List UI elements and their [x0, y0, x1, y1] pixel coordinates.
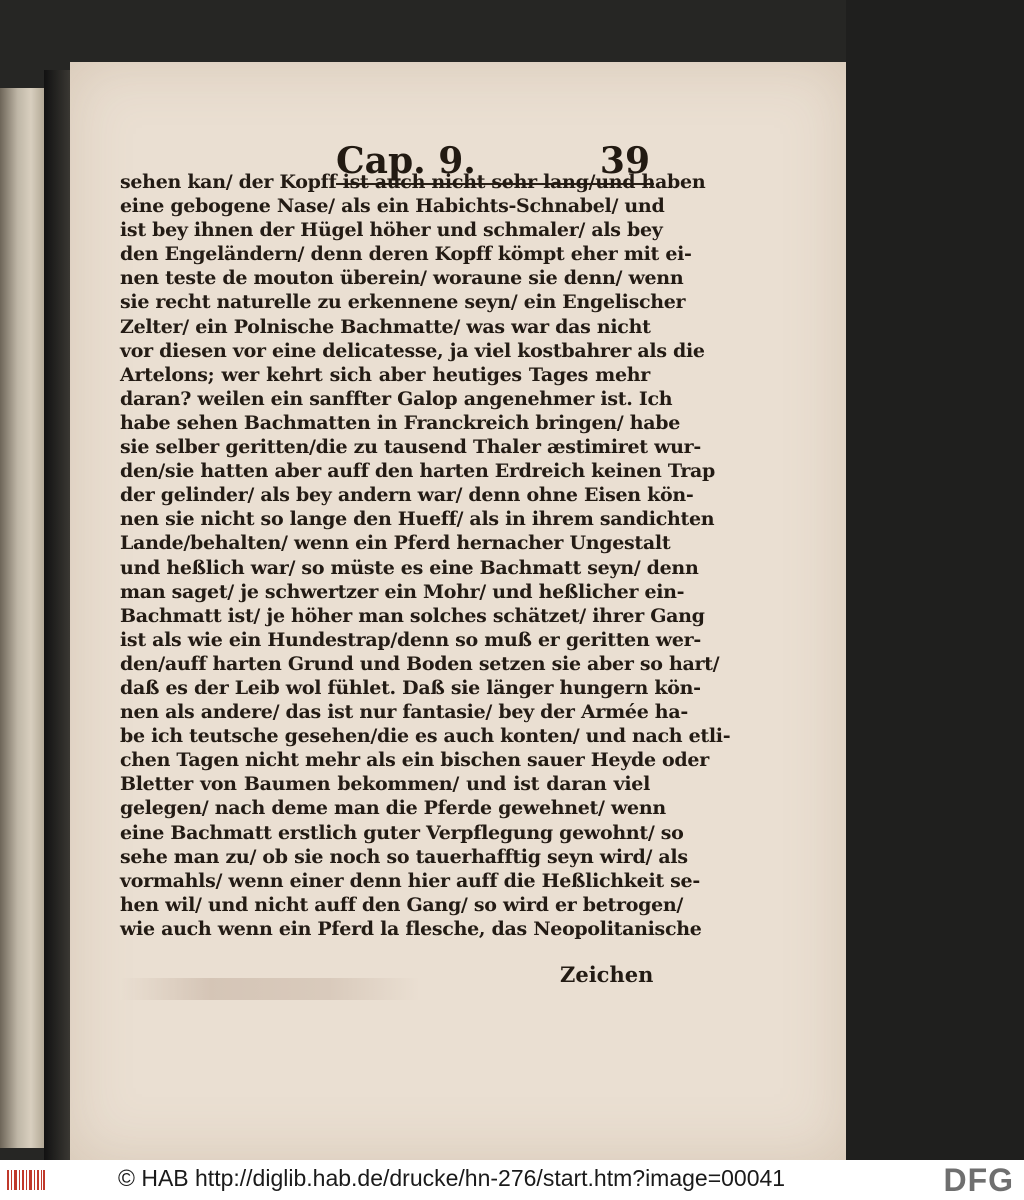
text-line: den/sie hatten aber auff den harten Erdreich keinen Trap — [120, 460, 716, 483]
text-line: be ich teutsche gesehen/die es auch konten/ und nach etli- — [120, 725, 731, 748]
text-line: sie selber geritten/die zu tausend Thaler æstimiret wur- — [120, 436, 701, 459]
text-line: nen sie nicht so lange den Hueff/ als in ihrem sandichten — [120, 508, 715, 531]
text-line: vormahls/ wenn einer denn hier auff die Heßlichkeit se- — [120, 869, 700, 892]
chapter-heading: Cap. 9. — [336, 140, 476, 182]
hab-barcode-logo-icon — [6, 1168, 46, 1192]
text-line: sie recht naturelle zu erkennene seyn/ ein Engelischer — [120, 291, 686, 314]
text-line: gelegen/ nach deme man die Pferde gewehnet/ wenn — [120, 797, 666, 820]
text-line: man saget/ je schwertzer ein Mohr/ und heßlicher ein- — [120, 580, 685, 603]
copyright-url[interactable]: © HAB http://diglib.hab.de/drucke/hn-276/start.htm?image=00041 — [118, 1165, 786, 1191]
text-line: Zelter/ ein Polnische Bachmatte/ was war das nicht — [120, 315, 651, 338]
text-line: eine Bachmatt erstlich guter Verpflegung gewohnt/ so — [120, 821, 684, 844]
text-line: vor diesen vor eine delicatesse, ja viel kostbahrer als die — [120, 339, 705, 362]
text-line: wie auch wenn ein Pferd la flesche, das Neopolitanische — [120, 917, 702, 940]
gutter-shadow — [44, 70, 70, 1160]
text-line: Artelons; wer kehrt sich aber heutiges Tages mehr — [120, 363, 650, 386]
text-line: ist als wie ein Hundestrap/denn so muß er geritten wer- — [120, 628, 701, 651]
ink-bleed-through — [120, 978, 420, 1000]
text-line: den/auff harten Grund und Boden setzen sie aber so hart/ — [120, 652, 720, 675]
text-line: Bachmatt ist/ je höher man solches schätzet/ ihrer Gang — [120, 604, 705, 627]
text-line: sehen kan/ der Kopff ist auch nicht sehr lang/und haben — [120, 171, 706, 193]
text-line: und heßlich war/ so müste es eine Bachmatt seyn/ denn — [120, 556, 699, 579]
text-line: der gelinder/ als bey andern war/ denn ohne Eisen kön- — [120, 484, 694, 507]
text-line: chen Tagen nicht mehr als ein bischen sauer Heyde oder — [120, 749, 709, 772]
text-line: nen teste de mouton überein/ woraune sie denn/ wenn — [120, 267, 684, 290]
catchword: Zeichen — [560, 962, 654, 987]
text-line: Bletter von Baumen bekommen/ und ist daran viel — [120, 773, 650, 796]
dfg-logo: DFG — [943, 1162, 1014, 1198]
text-line: Lande/behalten/ wenn ein Pferd hernacher Ungestalt — [120, 532, 671, 555]
text-line: nen als andere/ das ist nur fantasie/ bey der Armée ha- — [120, 701, 688, 724]
text-line: eine gebogene Nase/ als ein Habichts-Schnabel/ und — [120, 195, 665, 218]
page-number: 39 — [599, 140, 650, 182]
text-line: den Engeländern/ denn deren Kopff kömpt eher mit ei- — [120, 243, 692, 266]
text-line: ist bey ihnen der Hügel höher und schmaler/ als bey — [120, 219, 663, 242]
text-line: sehe man zu/ ob sie noch so tauerhafftig seyn wird/ als — [120, 845, 688, 868]
body-text — [120, 170, 731, 941]
footer-bar — [0, 1160, 1024, 1200]
text-line: hen wil/ und nicht auff den Gang/ so wird er betrogen/ — [120, 893, 684, 916]
scan-background-right — [846, 0, 1024, 1160]
text-line: daran? weilen ein sanffter Galop angenehmer ist. Ich — [120, 387, 673, 410]
previous-page-edge — [0, 88, 44, 1148]
text-line: daß es der Leib wol fühlet. Daß sie länger hungern kön- — [120, 676, 701, 699]
text-line: habe sehen Bachmatten in Franckreich bringen/ habe — [120, 411, 681, 434]
